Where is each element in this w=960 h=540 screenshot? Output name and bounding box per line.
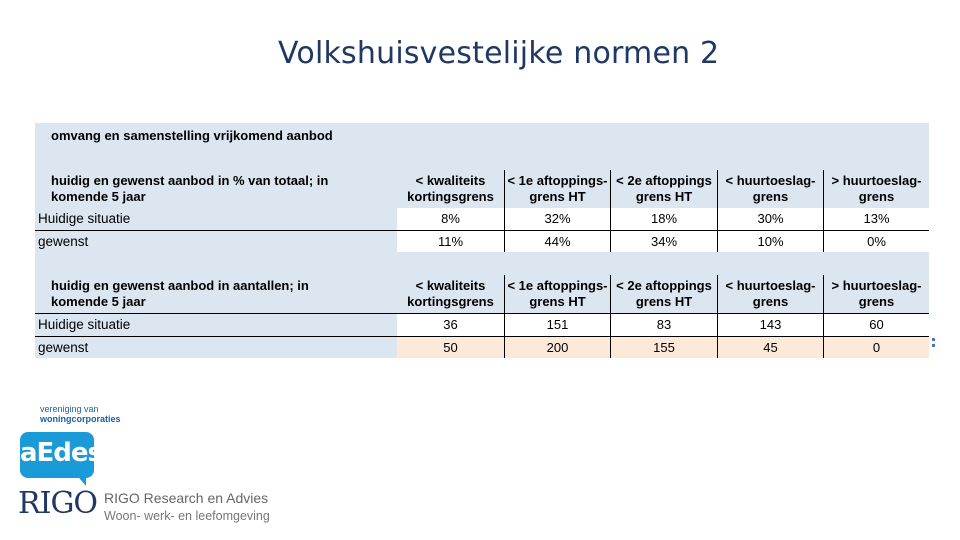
column-header-line-1: > huurtoeslag-	[831, 278, 922, 293]
column-header-line-2: grens	[858, 189, 895, 204]
column-header-line-1: < 2e aftoppings	[616, 173, 712, 188]
column-header-line-1: < kwaliteits	[415, 278, 486, 293]
table-row	[35, 208, 929, 230]
column-header-line-1: < 1e aftoppings-	[507, 173, 608, 188]
column-header-line-2: grens	[752, 294, 789, 309]
row-label: Huidige situatie	[35, 314, 397, 336]
header-label-line-1: huidig en gewenst aanbod in % van totaal; in	[51, 173, 329, 188]
table-cell: 10%	[717, 231, 823, 252]
column-header-line-1: < huurtoeslag-	[725, 173, 816, 188]
table-cell: 200	[504, 337, 610, 358]
rigo-name: RIGO Research en Advies	[104, 490, 269, 506]
column-header-line-2: kortingsgrens	[407, 189, 494, 204]
header-label	[35, 170, 397, 208]
column-header-line-2: grens	[752, 189, 789, 204]
column-header	[610, 275, 717, 313]
aedes-tagline-line-2: woningcorporaties	[40, 414, 121, 424]
aedes-tagline	[40, 404, 121, 424]
column-header-line-1: < 2e aftoppings	[616, 278, 712, 293]
table-cell: 30%	[717, 208, 823, 230]
header-label-line-2: komende 5 jaar	[51, 294, 146, 309]
header-row-percent	[35, 170, 929, 208]
column-header	[717, 170, 823, 208]
header-label	[35, 275, 397, 313]
column-header	[397, 170, 504, 208]
table-cell: 8%	[397, 208, 504, 230]
table-row	[35, 313, 929, 337]
column-header-line-1: > huurtoeslag-	[831, 173, 922, 188]
column-header	[610, 170, 717, 208]
row-label: gewenst	[35, 337, 397, 358]
table-cell: 151	[504, 314, 610, 336]
column-header-line-1: < kwaliteits	[415, 173, 486, 188]
footer-logos	[18, 400, 298, 530]
table-cell: 13%	[823, 208, 929, 230]
aanbod-table	[35, 123, 929, 358]
rigo-subtitle: Woon- werk- en leefomgeving	[104, 509, 270, 523]
column-header-line-1: < 1e aftoppings-	[507, 278, 608, 293]
column-header	[823, 275, 929, 313]
aedes-logo-text: aEdes	[20, 438, 103, 468]
table-cell: 83	[610, 314, 717, 336]
table-cell: 60	[823, 314, 929, 336]
table-spacer	[35, 252, 929, 275]
table-cell: 143	[717, 314, 823, 336]
section-title: omvang en samenstelling vrijkomend aanbod	[51, 128, 333, 143]
header-label-line-2: komende 5 jaar	[51, 189, 146, 204]
table-row	[35, 336, 929, 359]
table-cell: 44%	[504, 231, 610, 252]
column-header-line-2: grens HT	[529, 294, 586, 309]
table-cell: 34%	[610, 231, 717, 252]
table-cell: 0%	[823, 231, 929, 252]
column-header-line-2: grens HT	[529, 189, 586, 204]
table-cell: 11%	[397, 231, 504, 252]
column-header	[823, 170, 929, 208]
table-cell: 0	[823, 337, 929, 358]
rigo-logo: RIGO	[18, 486, 97, 521]
table-cell: 45	[717, 337, 823, 358]
column-header-line-1: < huurtoeslag-	[725, 278, 816, 293]
column-header-line-2: kortingsgrens	[407, 294, 494, 309]
table-cell: 50	[397, 337, 504, 358]
table-cell: 32%	[504, 208, 610, 230]
table-row	[35, 230, 929, 253]
column-header	[717, 275, 823, 313]
table-cell: 18%	[610, 208, 717, 230]
column-header	[397, 275, 504, 313]
column-header-line-2: grens HT	[635, 189, 693, 204]
page-title: Volkshuisvestelijke normen 2	[278, 36, 720, 71]
more-dots-icon	[932, 338, 936, 350]
header-row-count	[35, 275, 929, 313]
row-label: Huidige situatie	[35, 208, 397, 230]
table-cell: 155	[610, 337, 717, 358]
row-label: gewenst	[35, 231, 397, 252]
column-header	[504, 170, 610, 208]
table-cell: 36	[397, 314, 504, 336]
aedes-logo	[20, 432, 103, 478]
column-header	[504, 275, 610, 313]
column-header-line-2: grens HT	[635, 294, 693, 309]
aedes-tagline-line-1: vereniging van	[40, 404, 99, 414]
header-label-line-1: huidig en gewenst aanbod in aantallen; in	[51, 278, 309, 293]
column-header-line-2: grens	[858, 294, 895, 309]
